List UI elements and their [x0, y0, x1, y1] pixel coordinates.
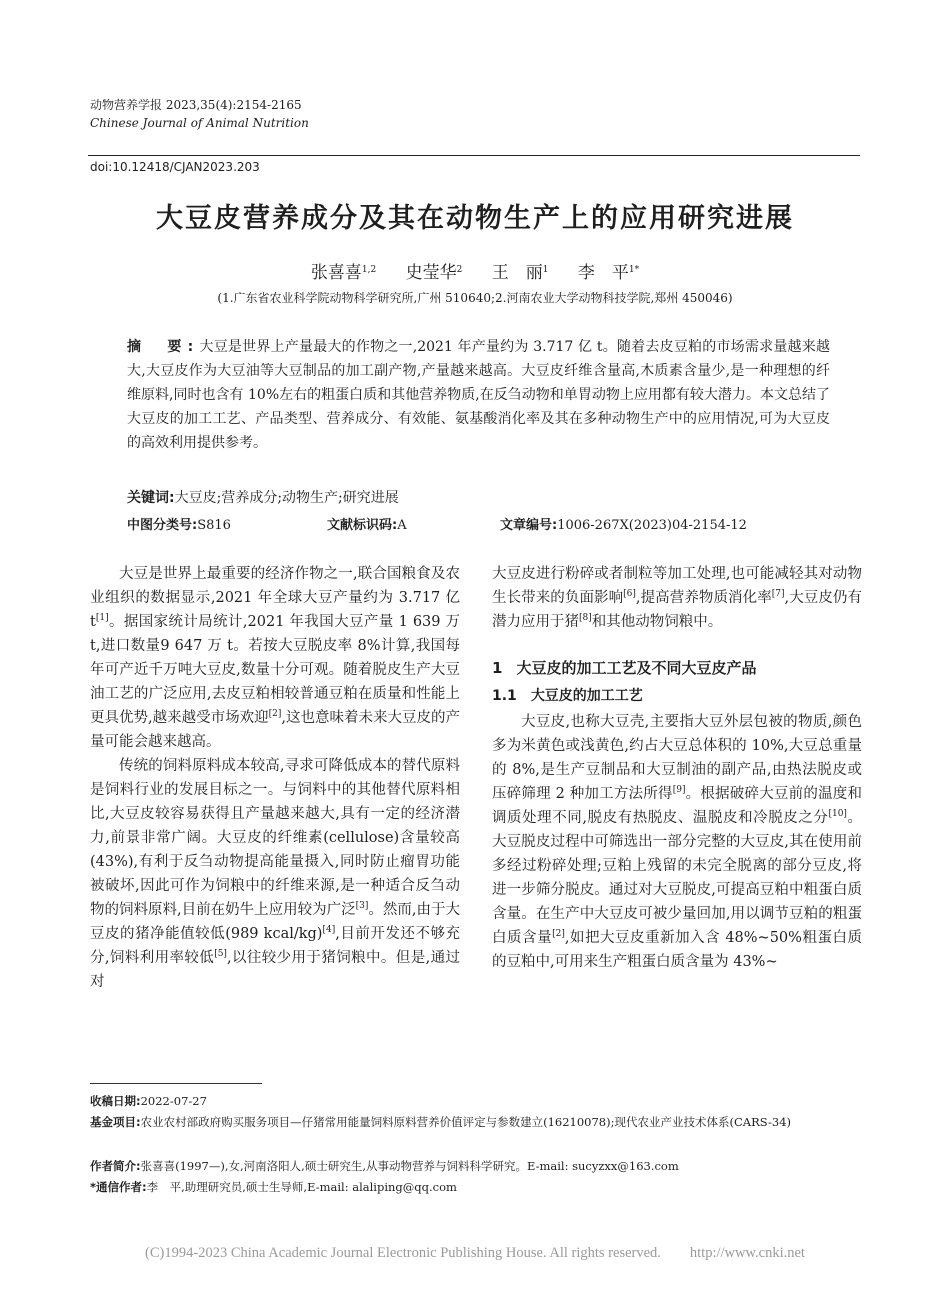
journal-header-en: Chinese Journal of Animal Nutrition [90, 116, 309, 130]
abstract-text: 大豆是世界上产量最大的作物之一,2021 年产量约为 3.717 亿 t。随着去皮豆粕的市场需求量越来越大,大豆皮作为大豆油等大豆制品的加工副产物,产量越来越高。大豆皮纤维含量高,木质素含量少,是一种理想的纤维原料,同时也含有 10%左右的粗蛋白质和其他营养物质,在反刍动物和单胃动物上应用都有较大潜力。本文总结了大豆皮的加工工艺、产品类型、营养成分、有效能、氨基酸消化率及其在多种动物生产中的应用情况,可为大豆皮的高效利用提供参考。 [127, 339, 830, 451]
keywords-label: 关键词: [127, 490, 175, 506]
footnote-received: 收稿日期:2022-07-27 [90, 1094, 207, 1108]
author: 王 丽$^1$ [491, 263, 549, 283]
article-number: 文章编号:1006-267X(2023)04-2154-12 [500, 518, 747, 533]
journal-header-cn: 动物营养学报 2023,35(4):2154-2165 [90, 98, 302, 112]
author: 李 平$^{1*}$ [577, 263, 640, 283]
clc-number: 中图分类号:S816 [127, 518, 231, 533]
footnote-author: 作者简介:张喜喜(1997—),女,河南洛阳人,硕士研究生,从事动物营养与饲料科学研究。E-mail: sucyzxx@163.com [90, 1159, 679, 1173]
abstract [127, 335, 830, 455]
section-heading: 1 大豆皮的加工工艺及不同大豆皮产品 [492, 659, 757, 677]
header-rule [88, 155, 860, 156]
doi[interactable]: doi:10.12418/CJAN2023.203 [90, 160, 260, 174]
footnote-rule [90, 1083, 262, 1084]
body-column-left [90, 562, 460, 994]
author: 张喜喜$^{1,2}$ [310, 263, 377, 283]
copyright-watermark: (C)1994-2023 China Academic Journal Electronic Publishing House. All rights reserved. http://www.cnki.net [145, 1245, 805, 1261]
body-column-right [492, 562, 862, 974]
paragraph: 大豆皮,也称大豆壳,主要指大豆外层包被的物质,颜色多为米黄色或浅黄色,约占大豆总体积的 10%,大豆总重量的 8%,是生产豆制品和大豆制油的副产品,由热法脱皮或压碎筛理 2 种加工方法所得[9]。根据破碎大豆前的温度和调质处理不同,脱皮有热脱皮、温脱皮和冷脱皮之分[10]。大豆脱皮过程中可筛选出一部分完整的大豆皮,其在使用前多经过粉碎处理;豆粕上残留的未完全脱离的部分豆皮,将进一步筛分脱皮。通过对大豆脱皮,可提高豆粕中粗蛋白质含量。在生产中大豆皮可被少量回加,用以调节豆粕的粗蛋白质含量[2],如把大豆皮重新加入含 48%~50%粗蛋白质的豆粕中,可用来生产粗蛋白质含量为 43%~ [492, 714, 863, 970]
paragraph: 传统的饲料原料成本较高,寻求可降低成本的替代原料是饲料行业的发展目标之一。与饲料中的其他替代原料相比,大豆皮较容易获得且产量越来越大,具有一定的经济潜力,前景非常广阔。大豆皮的纤维素(cellulose)含量较高(43%),有利于反刍动物提高能量摄入,同时防止瘤胃功能被破坏,因此可作为饲粮中的纤维来源,是一种适合反刍动物的饲料原料,目前在奶牛上应用较为广泛[3]。然而,由于大豆皮的猪净能值较低(989 kcal/kg)[4],目前开发还不够充分,饲料利用率较低[5],以往较少用于猪饲粮中。但是,通过对 [90, 758, 461, 990]
keywords [127, 487, 830, 507]
document-code: 文献标识码:A [327, 518, 407, 533]
footnote-fund: 基金项目:农业农村部政府购买服务项目—仔猪常用能量饲料原料营养价值评定与参数建立(16210078);现代农业产业技术体系(CARS-34) [90, 1115, 792, 1129]
article-title: 大豆皮营养成分及其在动物生产上的应用研究进展 [156, 203, 794, 234]
subsection-heading: 1.1 大豆皮的加工工艺 [492, 688, 643, 704]
author-list [0, 258, 950, 283]
paragraph: 大豆是世界上最重要的经济作物之一,联合国粮食及农业组织的数据显示,2021 年全球大豆产量约为 3.717 亿 t[1]。据国家统计局统计,2021 年我国大豆产量 1 639 万 t,进口数量9 647 万 t。若按大豆脱皮率 8%计算,我国每年可产近千万吨大豆皮,数量十分可观。随着脱皮生产大豆油工艺的广泛应用,去皮豆粕相较普通豆粕在质量和性能上更具优势,越来越受市场欢迎[2],这也意味着未来大豆皮的产量可能会越来越高。 [90, 566, 460, 750]
abstract-label: 摘 要: [127, 339, 200, 355]
author: 史莹华$^2$ [405, 263, 463, 283]
affiliation: (1.广东省农业科学院动物科学研究所,广州 510640;2.河南农业大学动物科技学院,郑州 450046) [217, 291, 733, 305]
footnote-corresponding: *通信作者:李 平,助理研究员,硕士生导师,E-mail: alaliping@qq.com [90, 1180, 457, 1194]
keywords-text: 大豆皮;营养成分;动物生产;研究进展 [174, 490, 399, 506]
paragraph: 大豆皮进行粉碎或者制粒等加工处理,也可能减轻其对动物生长带来的负面影响[6],提高营养物质消化率[7],大豆皮仍有潜力应用于猪[8]和其他动物饲粮中。 [492, 566, 863, 630]
